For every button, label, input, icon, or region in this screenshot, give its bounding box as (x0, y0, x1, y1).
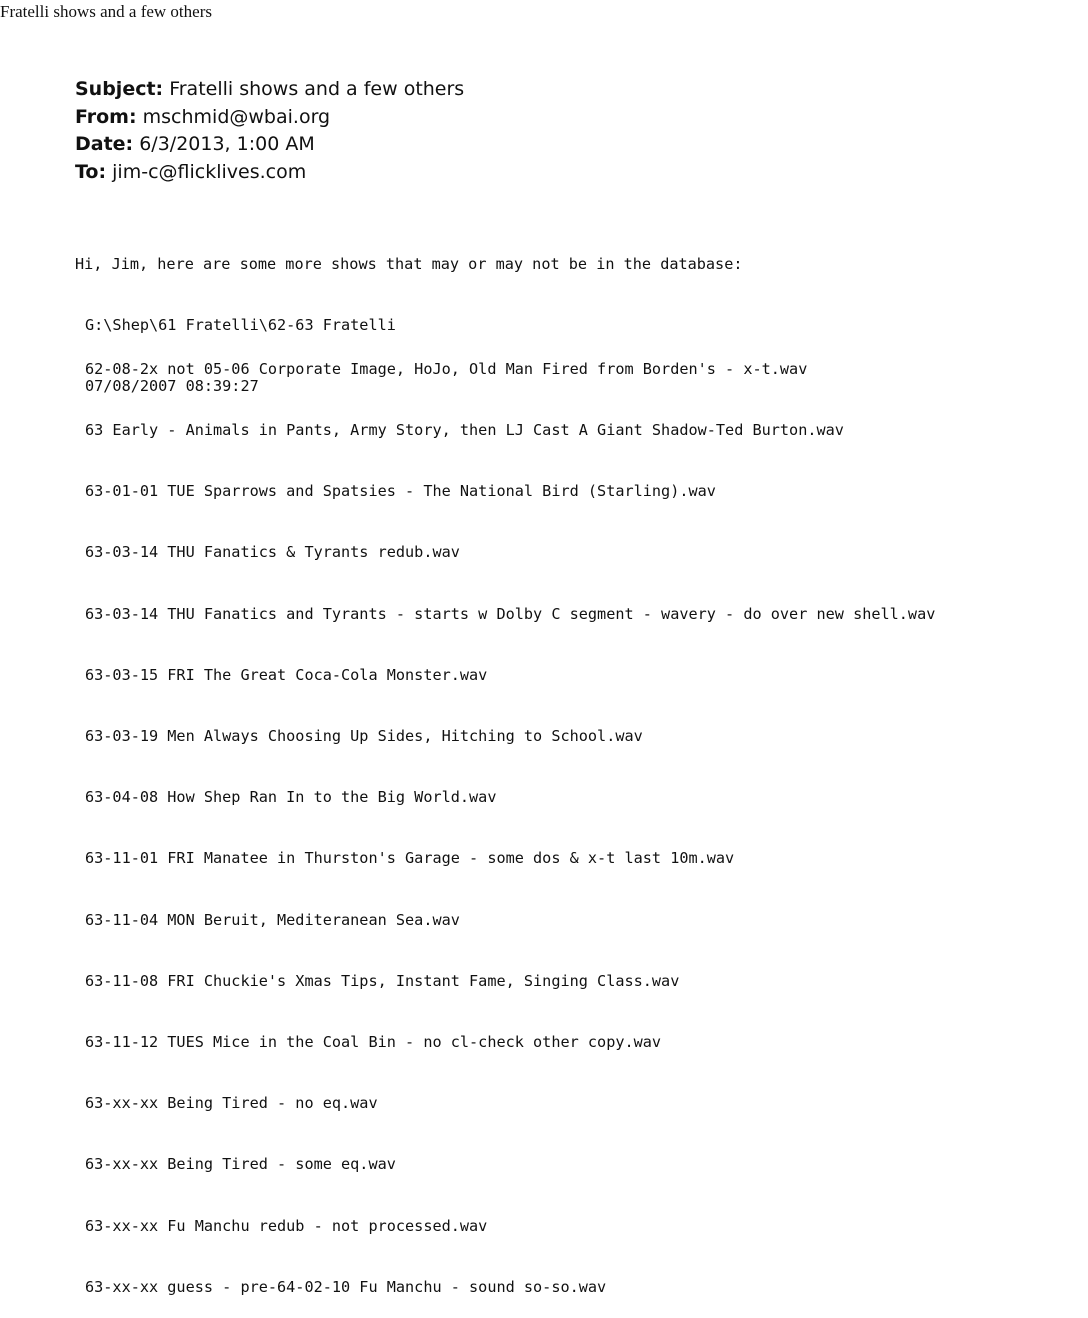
file-list-item: 63-11-04 MON Beruit, Mediteranean Sea.wav (85, 910, 460, 929)
date-value: 6/3/2013, 1:00 AM (139, 133, 315, 155)
timestamp-line: 07/08/2007 08:39:27 (85, 377, 259, 396)
file-list-item: 63-xx-xx Being Tired - some eq.wav (85, 1155, 396, 1174)
subject-label: Subject: (75, 78, 164, 100)
file-list-item: 63-03-15 FRI The Great Coca-Cola Monster.wav (85, 665, 488, 684)
file-list-item: 63-xx-xx Fu Manchu redub - not processed.wav (85, 1216, 488, 1235)
file-list-item: 63-11-08 FRI Chuckie's Xmas Tips, Instant Fame, Singing Class.wav (85, 971, 680, 990)
file-list-item: 63-03-14 THU Fanatics & Tyrants redub.wav (85, 543, 460, 562)
subject-value: Fratelli shows and a few others (169, 78, 465, 100)
to-row (75, 159, 464, 187)
date-row (75, 131, 464, 159)
email-headers (75, 76, 464, 186)
file-list-item: 63-04-08 How Shep Ran In to the Big World.wav (85, 788, 497, 807)
file-list-item: 63-03-14 THU Fanatics and Tyrants - starts w Dolby C segment - wavery - do over new shell.wav (85, 604, 936, 623)
page-title: Fratelli shows and a few others (0, 2, 212, 21)
from-value: mschmid@wbai.org (142, 105, 331, 128)
file-list-item: 63-11-12 TUES Mice in the Coal Bin - no cl-check other copy.wav (85, 1033, 662, 1052)
file-list-item: 62-08-2x not 05-06 Corporate Image, HoJo, Old Man Fired from Borden's - x-t.wav (85, 359, 808, 378)
greeting-line: Hi, Jim, here are some more shows that may or may not be in the database: (75, 254, 743, 273)
subject-row (75, 76, 464, 104)
from-row (75, 104, 464, 132)
file-list-item: 63-xx-xx guess - pre-64-02-10 Fu Manchu - sound so-so.wav (85, 1277, 607, 1296)
to-value: jim-c@flicklives.com (112, 160, 307, 183)
file-list (85, 318, 935, 1318)
from-label: From: (75, 105, 137, 128)
path-line: G:\Shep\61 Fratelli\62-63 Fratelli (85, 316, 396, 335)
to-label: To: (75, 160, 107, 183)
file-list-item: 63-xx-xx Being Tired - no eq.wav (85, 1094, 378, 1113)
date-label: Date: (75, 133, 134, 155)
file-list-item: 63-03-19 Men Always Choosing Up Sides, Hitching to School.wav (85, 727, 643, 746)
file-list-item: 63-01-01 TUE Sparrows and Spatsies - The National Bird (Starling).wav (85, 482, 716, 501)
file-list-item: 63-11-01 FRI Manatee in Thurston's Garage - some dos & x-t last 10m.wav (85, 849, 735, 868)
file-list-item: 63 Early - Animals in Pants, Army Story, then LJ Cast A Giant Shadow-Ted Burton.wav (85, 421, 844, 440)
